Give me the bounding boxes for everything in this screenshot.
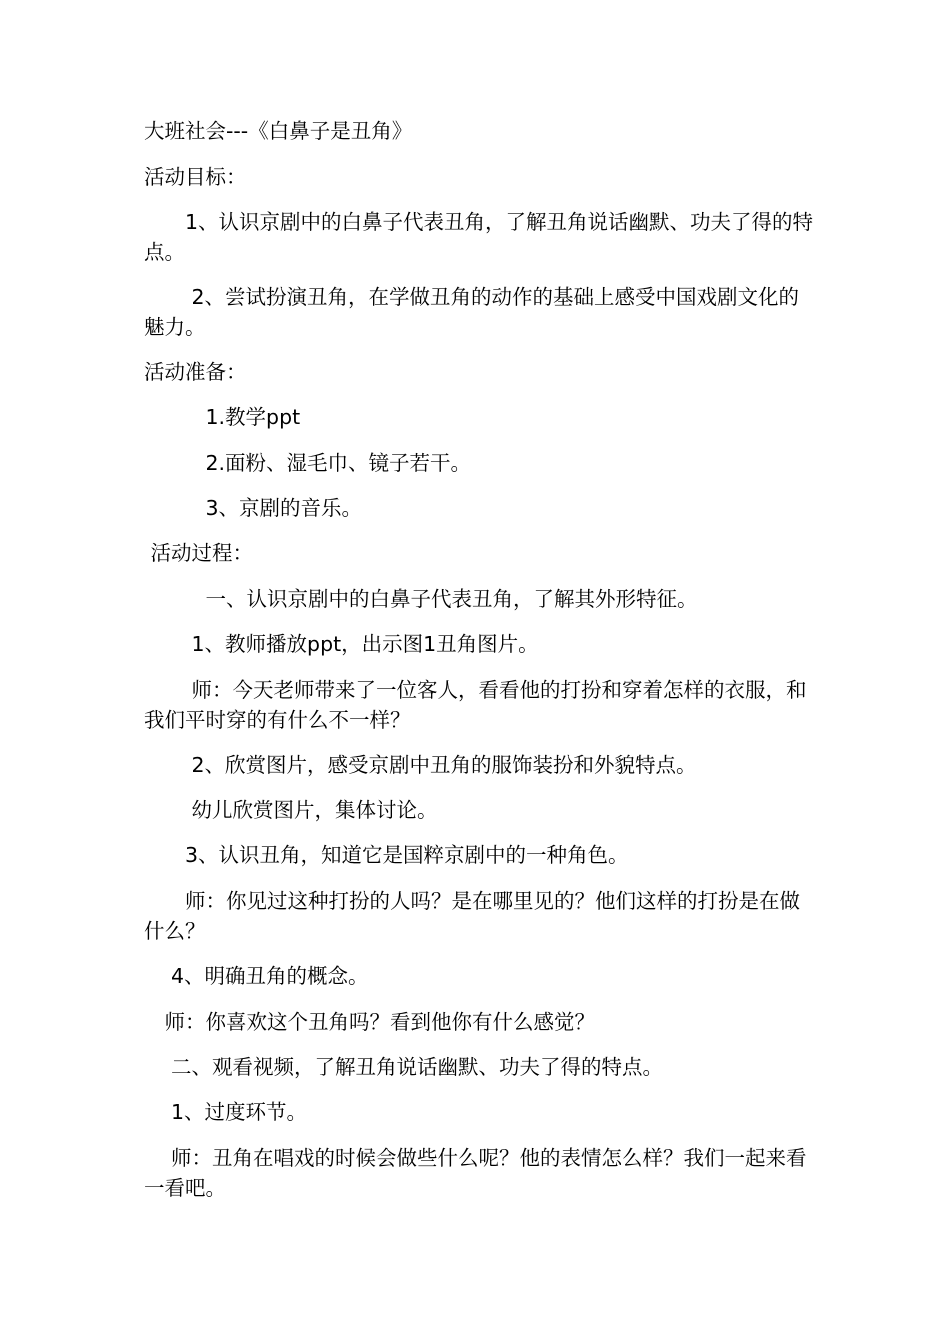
paragraph-step-2: 2、欣赏图片，感受京剧中丑角的服饰装扮和外貌特点。 [144, 753, 697, 777]
paragraph-prep-2: 2.面粉、湿毛巾、镜子若干。 [144, 451, 472, 475]
paragraph-transition: 1、过度环节。 [144, 1100, 308, 1124]
section-heading-process: 活动过程： [144, 541, 254, 565]
paragraph-teacher-3: 师：你喜欢这个丑角吗？看到他你有什么感觉？ [144, 1010, 595, 1034]
paragraph-process-part1: 一、认识京剧中的白鼻子代表丑角，了解其外形特征。 [144, 587, 698, 611]
paragraph-prep-3: 3、京剧的音乐。 [144, 496, 363, 520]
paragraph-teacher-2: 师：你见过这种打扮的人吗？是在哪里见的？他们这样的打扮是在做什么？ [144, 889, 800, 943]
paragraph-step-1: 1、教师播放ppt，出示图1丑角图片。 [144, 632, 539, 656]
paragraph-prep-1: 1.教学ppt [144, 405, 301, 429]
paragraph-teacher-4: 师：丑角在唱戏的时候会做些什么呢？他的表情怎么样？我们一起来看一看吧。 [144, 1146, 807, 1200]
section-heading-preparation: 活动准备： [144, 360, 247, 384]
paragraph-teacher-1: 师：今天老师带来了一位客人，看看他的打扮和穿着怎样的衣服，和我们平时穿的有什么不一样？ [144, 678, 807, 732]
paragraph-step-4: 4、明确丑角的概念。 [144, 964, 369, 988]
paragraph-step-3: 3、认识丑角，知道它是国粹京剧中的一种角色。 [144, 843, 629, 867]
paragraph-children: 幼儿欣赏图片，集体讨论。 [144, 798, 438, 822]
section-heading-goals: 活动目标： [144, 165, 247, 189]
paragraph-goal-2: 2、尝试扮演丑角，在学做丑角的动作的基础上感受中国戏剧文化的魅力。 [144, 285, 800, 339]
paragraph-process-part2: 二、观看视频，了解丑角说话幽默、功夫了得的特点。 [144, 1055, 664, 1079]
document-title: 大班社会---《白鼻子是丑角》 [144, 119, 413, 143]
paragraph-goal-1: 1、认识京剧中的白鼻子代表丑角，了解丑角说话幽默、功夫了得的特点。 [144, 210, 814, 264]
